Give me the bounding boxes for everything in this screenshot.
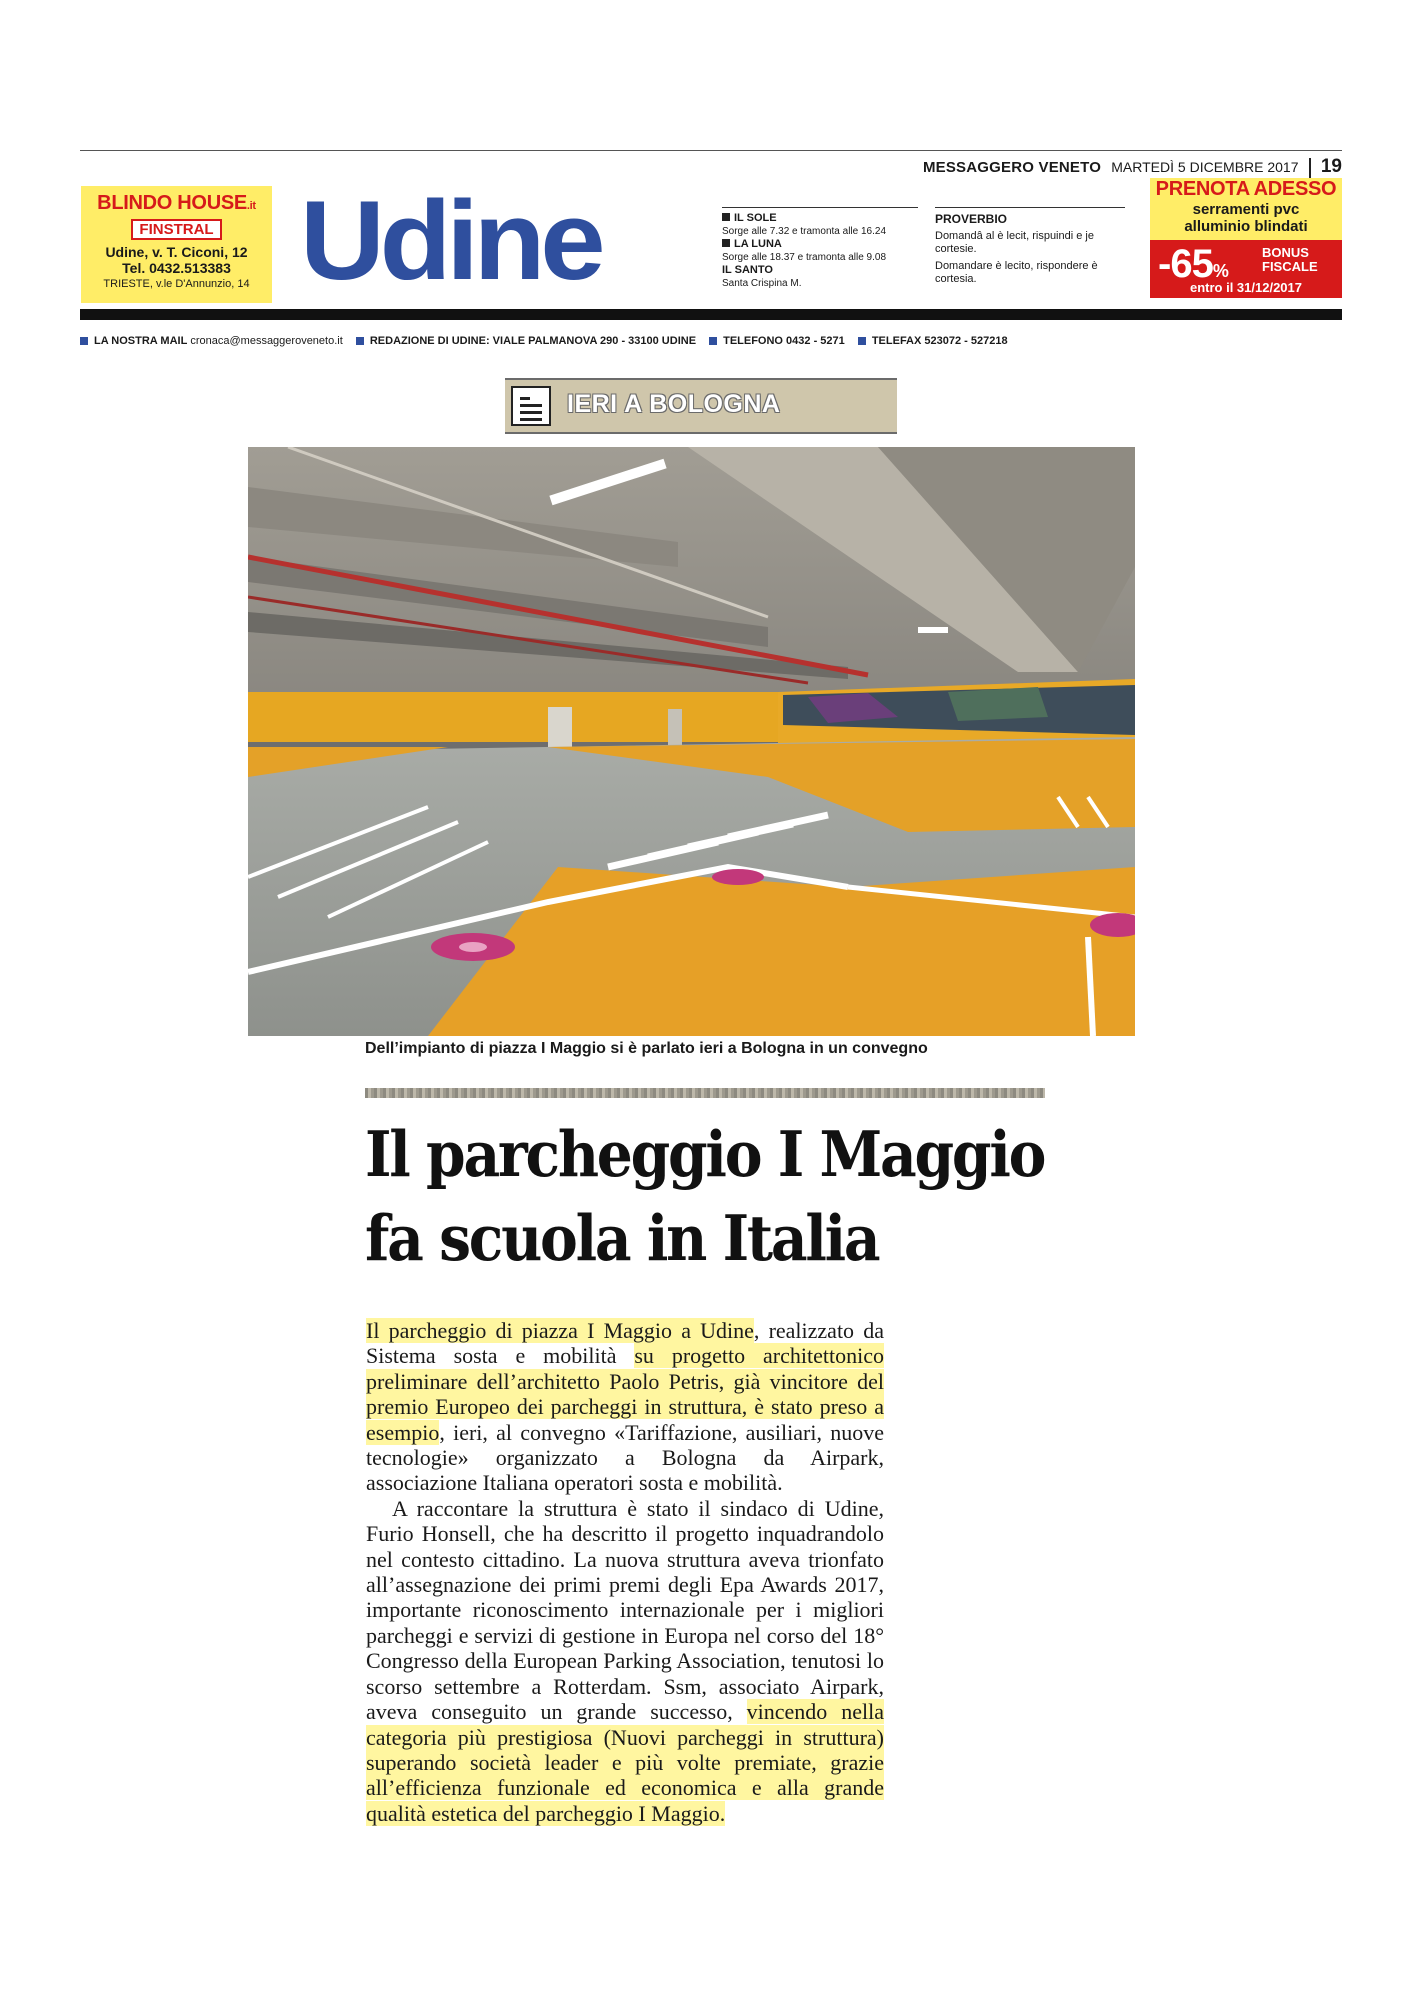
mail-address: cronaca@messaggeroveneto.it — [190, 335, 343, 347]
saint-label: IL SANTO — [722, 264, 773, 276]
highlighted-text: Il parcheggio di piazza I Maggio a Udine — [366, 1318, 754, 1343]
ad-deadline: entro il 31/12/2017 — [1189, 280, 1302, 295]
ad-trieste-address: TRIESTE, v.le D'Annunzio, 14 — [103, 278, 250, 290]
moon-heading — [722, 238, 918, 251]
bullet-square — [709, 337, 717, 345]
ad-address: Udine, v. T. Ciconi, 12 — [105, 244, 248, 260]
proverb-italian: Domandare è lecito, rispondere è cortesia. — [935, 260, 1098, 285]
issue-date: MARTEDÌ 5 DICEMBRE 2017 — [1111, 159, 1299, 175]
finstral-logo: FINSTRAL — [131, 219, 221, 240]
bullet-square — [722, 213, 730, 221]
page-number: 19 — [1320, 156, 1342, 177]
moon-label: LA LUNA — [734, 238, 782, 250]
decorative-rule — [365, 1088, 1045, 1098]
article-paragraph-1 — [366, 1318, 884, 1496]
office-address: REDAZIONE DI UDINE: VIALE PALMANOVA 290 - 33100 UDINE — [369, 335, 697, 347]
headline-line-1: Il parcheggio I Maggio — [365, 1117, 1045, 1191]
highlighted-text: vincendo nella categoria più prestigiosa (Nuovi parcheggi in struttura) superando società leader e più volte premiate, grazie all’efficienza funzionale ed economica e alla grande qualità estetica del parcheggio I Maggio. — [366, 1699, 884, 1826]
proverb-friulian: Domandâ al è lecit, rispuindi e je cortesie. — [935, 230, 1094, 255]
section-label-text: IERI A BOLOGNA — [567, 390, 781, 418]
ad-brand-text: BLINDO HOUSE — [97, 192, 247, 214]
sun-text: Sorge alle 7.32 e tramonta alle 16.24 — [722, 226, 886, 237]
ad-bonus: BONUS FISCALE — [1262, 245, 1318, 274]
ad-prenota-line1: serramenti pvc — [1192, 201, 1300, 218]
ad-phone: Tel. 0432.513383 — [122, 260, 231, 276]
article-body — [366, 1318, 884, 1826]
masthead-title: Udine — [300, 178, 601, 303]
bullet-square — [722, 239, 730, 247]
office-phone: TELEFONO 0432 - 5271 — [723, 335, 845, 347]
bullet-square — [80, 337, 88, 345]
bullet-square — [858, 337, 866, 345]
divider — [1309, 158, 1311, 178]
office-fax: TELEFAX 523072 - 527218 — [871, 335, 1008, 347]
contacts-line — [80, 335, 1008, 347]
body-text: A raccontare la struttura è stato il sindaco di Udine, Furio Honsell, che ha descritto il progetto inquadrandolo nel contesto cittadino. La nuova struttura aveva trionfato all’assegnazione dei primi premi degli Epa Awards 2017, importante riconoscimento internazionale per i migliori parcheggi e servizi di gestione in Europa nel corso del 18° Congresso della European Parking Association, tenutosi lo scorso settembre a Rotterdam. Ssm, associato Airpark, aveva conseguito un grande successo, — [366, 1495, 884, 1725]
parking-garage-photo — [248, 447, 1135, 1036]
sun-label: IL SOLE — [734, 212, 777, 224]
article-paragraph-2 — [366, 1496, 884, 1826]
ad-discount-value: -65 — [1158, 242, 1213, 286]
headline-line-2: fa scuola in Italia — [365, 1201, 879, 1275]
page-header-info — [923, 156, 1342, 178]
almanac-box — [722, 207, 918, 290]
bullet-square — [356, 337, 364, 345]
ad-blindo-house — [81, 186, 272, 303]
saint-text: Santa Crispina M. — [722, 278, 802, 289]
ad-prenota-title: PRENOTA ADESSO — [1155, 178, 1337, 200]
article-headline — [365, 1112, 1085, 1280]
ad-prenota-line2: alluminio blindati — [1184, 218, 1308, 235]
moon-text: Sorge alle 18.37 e tramonta alle 9.08 — [722, 252, 886, 263]
document-icon — [511, 386, 551, 426]
mail-label: LA NOSTRA MAIL — [94, 335, 188, 347]
ad-discount-box — [1150, 240, 1342, 298]
proverb-box — [935, 207, 1125, 290]
ad-brand — [81, 192, 272, 215]
section-label — [505, 378, 897, 434]
ad-brand-suffix: .it — [246, 200, 256, 212]
sun-heading — [722, 212, 918, 225]
body-text: , ieri, al convegno «Tariffazione, ausiliari, nuove tecnologie» organizzato a Bologna da Airpark, associazione Italiana operatori sosta e mobilità. — [366, 1419, 884, 1496]
body-text: , realizzato da Sistema sosta e mobilità — [366, 1318, 884, 1369]
highlighted-text: su progetto architettonico preliminare dell’architetto Paolo Petris, già vincitore del premio Europeo dei parcheggi in struttura, è stato preso a esempio — [366, 1343, 884, 1445]
ad-discount-percent: % — [1212, 261, 1228, 281]
proverb-label: PROVERBIO — [935, 212, 1008, 226]
photo-caption: Dell’impianto di piazza I Maggio si è parlato ieri a Bologna in un convegno — [365, 1040, 928, 1057]
top-rule — [80, 150, 1342, 151]
ad-prenota — [1150, 178, 1342, 298]
publication-name: MESSAGGERO VENETO — [922, 159, 1102, 176]
masthead-rule — [80, 309, 1342, 320]
